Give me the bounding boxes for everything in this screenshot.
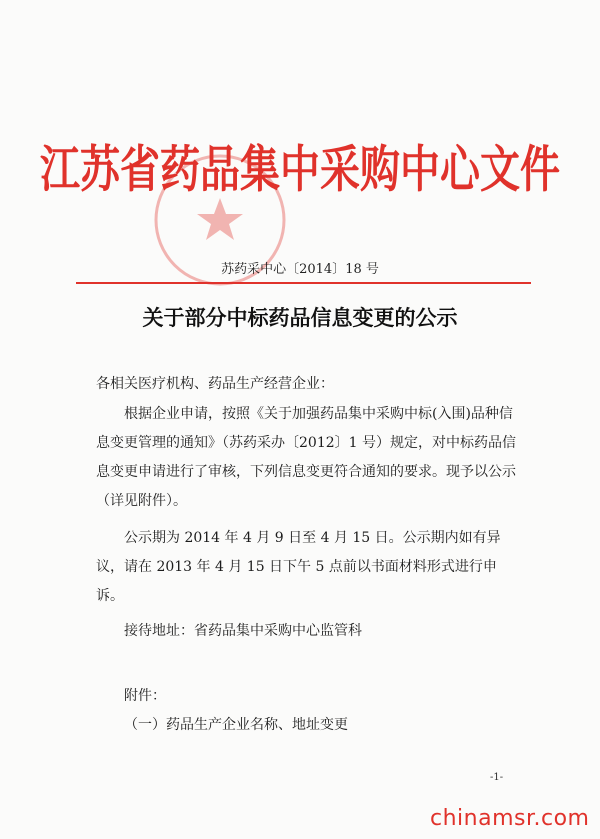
document-number: 苏药采中心〔2014〕18 号: [221, 262, 379, 277]
notice-title: 关于部分中标药品信息变更的公示: [142, 305, 458, 330]
attachment-label: 附件：: [124, 688, 166, 704]
salutation: 各相关医疗机构、药品生产经营企业：: [96, 376, 334, 392]
attachment-item: （一）药品生产企业名称、地址变更: [124, 717, 348, 733]
document-header-title: 江苏省药品集中采购中心文件: [40, 141, 560, 199]
paragraph-publicity-period: 公示期为 2014 年 4 月 9 日至 4 月 15 日。公示期内如有异议，请在 2013 年 4 月 15 日下午 5 点前以书面材料形式进行申诉。: [96, 530, 501, 604]
header-divider: [76, 282, 531, 284]
site-watermark: chinamsr.com: [430, 806, 590, 831]
page-number: -1-: [490, 772, 504, 783]
paragraph-application: 根据企业申请，按照《关于加强药品集中采购中标(入围)品种信息变更管理的通知》（苏药采办〔2012〕1 号）规定，对中标药品信息变更申请进行了审核，下列信息变更符合通知的要求。现予以公示（详见附件）。: [96, 406, 516, 509]
paragraph-reception-address: 接待地址：省药品集中采购中心监管科: [124, 623, 362, 639]
